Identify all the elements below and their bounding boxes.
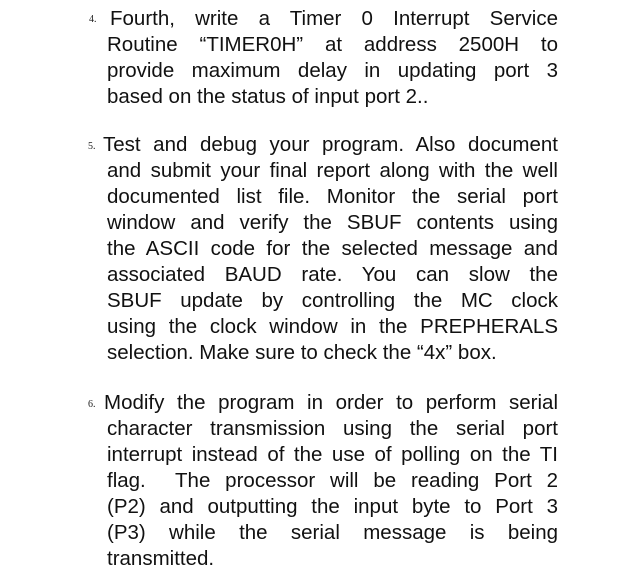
paragraph-line: flag. The processor will be reading Port 2: [107, 469, 558, 492]
paragraph-line: (P3) while the serial message is being: [107, 521, 558, 544]
paragraph-line: window and verify the SBUF contents using: [107, 211, 558, 234]
paragraph-line: Modify the program in order to perform serial: [104, 391, 558, 414]
paragraph-line: (P2) and outputting the input byte to Port 3: [107, 495, 558, 518]
paragraph-line: Routine “TIMER0H” at address 2500H to: [107, 33, 558, 56]
paragraph-line: using the clock window in the PREPHERALS: [107, 315, 558, 338]
paragraph-line: Test and debug your program. Also document: [103, 133, 558, 156]
paragraph-line: SBUF update by controlling the MC clock: [107, 289, 558, 312]
paragraph-line: and submit your final report along with the well: [107, 159, 558, 182]
list-item-number: 4.: [89, 14, 97, 25]
paragraph-line: provide maximum delay in updating port 3: [107, 59, 558, 82]
paragraph-line: interrupt instead of the use of polling on the TI: [107, 443, 558, 466]
paragraph-line: selection. Make sure to check the “4x” box.: [107, 341, 497, 364]
paragraph-line: the ASCII code for the selected message and: [107, 237, 558, 260]
paragraph-line: documented list file. Monitor the serial port: [107, 185, 558, 208]
paragraph-line: associated BAUD rate. You can slow the: [107, 263, 558, 286]
list-item-number: 5.: [88, 141, 96, 152]
paragraph-line: character transmission using the serial port: [107, 417, 558, 440]
paragraph-line: Fourth, write a Timer 0 Interrupt Service: [110, 7, 558, 30]
paragraph-line: transmitted.: [107, 547, 215, 570]
paragraph-line: based on the status of input port 2..: [107, 85, 429, 108]
list-item-number: 6.: [88, 399, 96, 410]
